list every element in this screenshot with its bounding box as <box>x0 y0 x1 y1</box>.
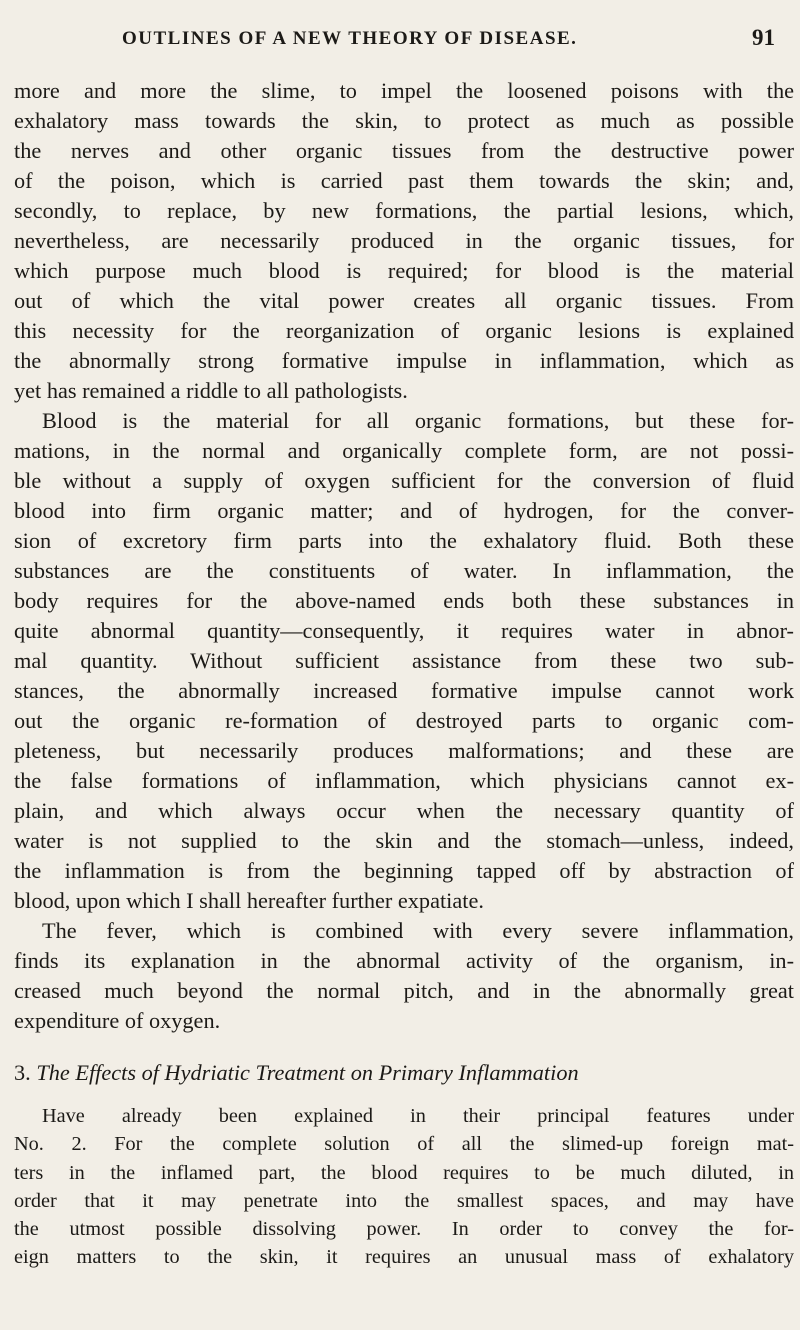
paragraph-4 <box>14 1102 794 1272</box>
text-line: water is not supplied to the skin and the stomach—unless, indeed, <box>14 828 794 853</box>
text-line: stances, the abnormally increased formative impulse cannot work <box>14 678 794 703</box>
section-number: 3. <box>14 1060 31 1085</box>
text-line: blood into firm organic matter; and of hydrogen, for the conver- <box>14 498 794 523</box>
text-line: pleteness, but necessarily produces malformations; and these are <box>14 738 794 763</box>
text-line: out of which the vital power creates all organic tissues. From <box>14 288 794 313</box>
text-line: the utmost possible dissolving power. In order to convey the for- <box>14 1218 794 1241</box>
text-line: Blood is the material for all organic formations, but these for- <box>42 408 794 433</box>
running-head <box>0 22 800 52</box>
text-line: mations, in the normal and organically complete form, are not possi- <box>14 438 794 463</box>
running-title: OUTLINES OF A NEW THEORY OF DISEASE. <box>122 28 578 49</box>
text-line: substances are the constituents of water. In inflammation, the <box>14 558 794 583</box>
text-line: No. 2. For the complete solution of all the slimed-up foreign mat- <box>14 1133 794 1156</box>
body-text <box>14 76 794 1272</box>
text-line: ble without a supply of oxygen sufficient for the conversion of fluid <box>14 468 794 493</box>
paragraph-1 <box>14 76 794 406</box>
text-line: of the poison, which is carried past them towards the skin; and, <box>14 168 794 193</box>
text-line: yet has remained a riddle to all pathologists. <box>14 378 408 403</box>
text-line: quite abnormal quantity—consequently, it requires water in abnor- <box>14 618 794 643</box>
text-line: sion of excretory firm parts into the exhalatory fluid. Both these <box>14 528 794 553</box>
paragraph-2 <box>14 406 794 916</box>
text-line: finds its explanation in the abnormal activity of the organism, in- <box>14 948 794 973</box>
text-line: the abnormally strong formative impulse in inflammation, which as <box>14 348 794 373</box>
section-title: The Effects of Hydriatic Treatment on Primary Inflammation <box>36 1060 579 1085</box>
text-line: exhalatory mass towards the skin, to protect as much as possible <box>14 108 794 133</box>
text-line: The fever, which is combined with every severe inflammation, <box>42 918 794 943</box>
section-heading <box>14 1050 794 1096</box>
text-line: Have already been explained in their principal features under <box>42 1105 794 1127</box>
text-line: ters in the inflamed part, the blood requires to be much diluted, in <box>14 1161 794 1184</box>
text-line: which purpose much blood is required; for blood is the material <box>14 258 794 283</box>
text-line: this necessity for the reorganization of organic lesions is explained <box>14 318 794 343</box>
text-line: mal quantity. Without sufficient assistance from these two sub- <box>14 648 794 673</box>
text-line: secondly, to replace, by new formations, the partial lesions, which, <box>14 198 794 223</box>
text-line: plain, and which always occur when the necessary quantity of <box>14 798 794 823</box>
text-line: creased much beyond the normal pitch, and in the abnormally great <box>14 978 794 1003</box>
text-line: the false formations of inflammation, which physicians cannot ex- <box>14 768 794 793</box>
text-line: more and more the slime, to impel the loosened poisons with the <box>14 78 794 103</box>
text-line: out the organic re-formation of destroyed parts to organic com- <box>14 708 794 733</box>
paragraph-3 <box>14 916 794 1036</box>
text-line: the inflammation is from the beginning tapped off by abstraction of <box>14 858 794 883</box>
text-line: eign matters to the skin, it requires an unusual mass of exhalatory <box>14 1246 794 1269</box>
page-number: 91 <box>752 25 775 50</box>
text-line: expenditure of oxygen. <box>14 1008 221 1033</box>
text-line: blood, upon which I shall hereafter further expatiate. <box>14 888 484 913</box>
text-line: body requires for the above-named ends both these substances in <box>14 588 794 613</box>
text-line: order that it may penetrate into the smallest spaces, and may have <box>14 1189 794 1212</box>
text-line: nevertheless, are necessarily produced in the organic tissues, for <box>14 228 794 253</box>
text-line: the nerves and other organic tissues from the destructive power <box>14 138 794 163</box>
